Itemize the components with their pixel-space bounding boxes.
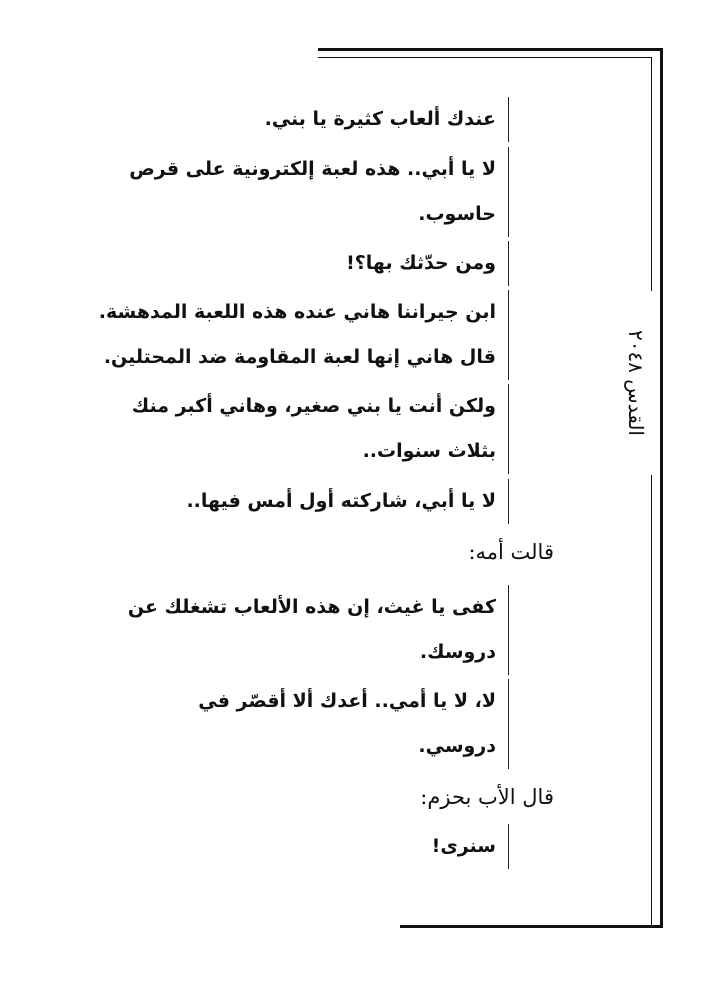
dialogue-text: ومن حدّثك بها؟! [346, 252, 496, 274]
dialogue-text: قال هاني إنها لعبة المقاومة ضد المحتلين. [103, 346, 496, 368]
dialogue-text: لا، لا يا أمي.. أعدك ألا أقصّر في [198, 690, 496, 712]
dialogue-text: حاسوب. [418, 203, 496, 225]
dialogue-line-1 [265, 97, 509, 142]
running-head-title: القدس ٢٠٤٨ [624, 329, 648, 436]
narration-father-said: قال الأب بحزم: [420, 785, 554, 809]
dialogue-text: عندك ألعاب كثيرة يا بني. [264, 108, 496, 130]
dialogue-line-4 [99, 290, 509, 380]
dialogue-line-5 [132, 384, 509, 474]
dialogue-text: ولكن أنت يا بني صغير، وهاني أكبر منك [131, 395, 496, 417]
dialogue-text: بثلاث سنوات.. [362, 440, 496, 462]
dialogue-line-2 [129, 147, 509, 237]
dialogue-line-9 [432, 824, 509, 869]
dialogue-line-3 [346, 241, 509, 286]
dialogue-text: لا يا أبي، شاركته أول أمس فيها.. [186, 490, 496, 512]
dialogue-text: سنرى! [431, 835, 496, 857]
dialogue-line-6 [186, 479, 509, 524]
dialogue-line-8 [198, 679, 509, 769]
narration-mother-said: قالت أمه: [468, 540, 554, 564]
dialogue-text: ابن جيراننا هاني عنده هذه اللعبة المدهشة. [98, 301, 496, 323]
dialogue-text: دروسي. [418, 735, 496, 757]
dialogue-text: دروسك. [419, 641, 496, 663]
dialogue-text: كفى يا غيث، إن هذه الألعاب تشغلك عن [127, 596, 496, 618]
dialogue-line-7 [128, 585, 509, 675]
dialogue-text: لا يا أبي.. هذه لعبة إلكترونية على قرص [129, 158, 496, 180]
